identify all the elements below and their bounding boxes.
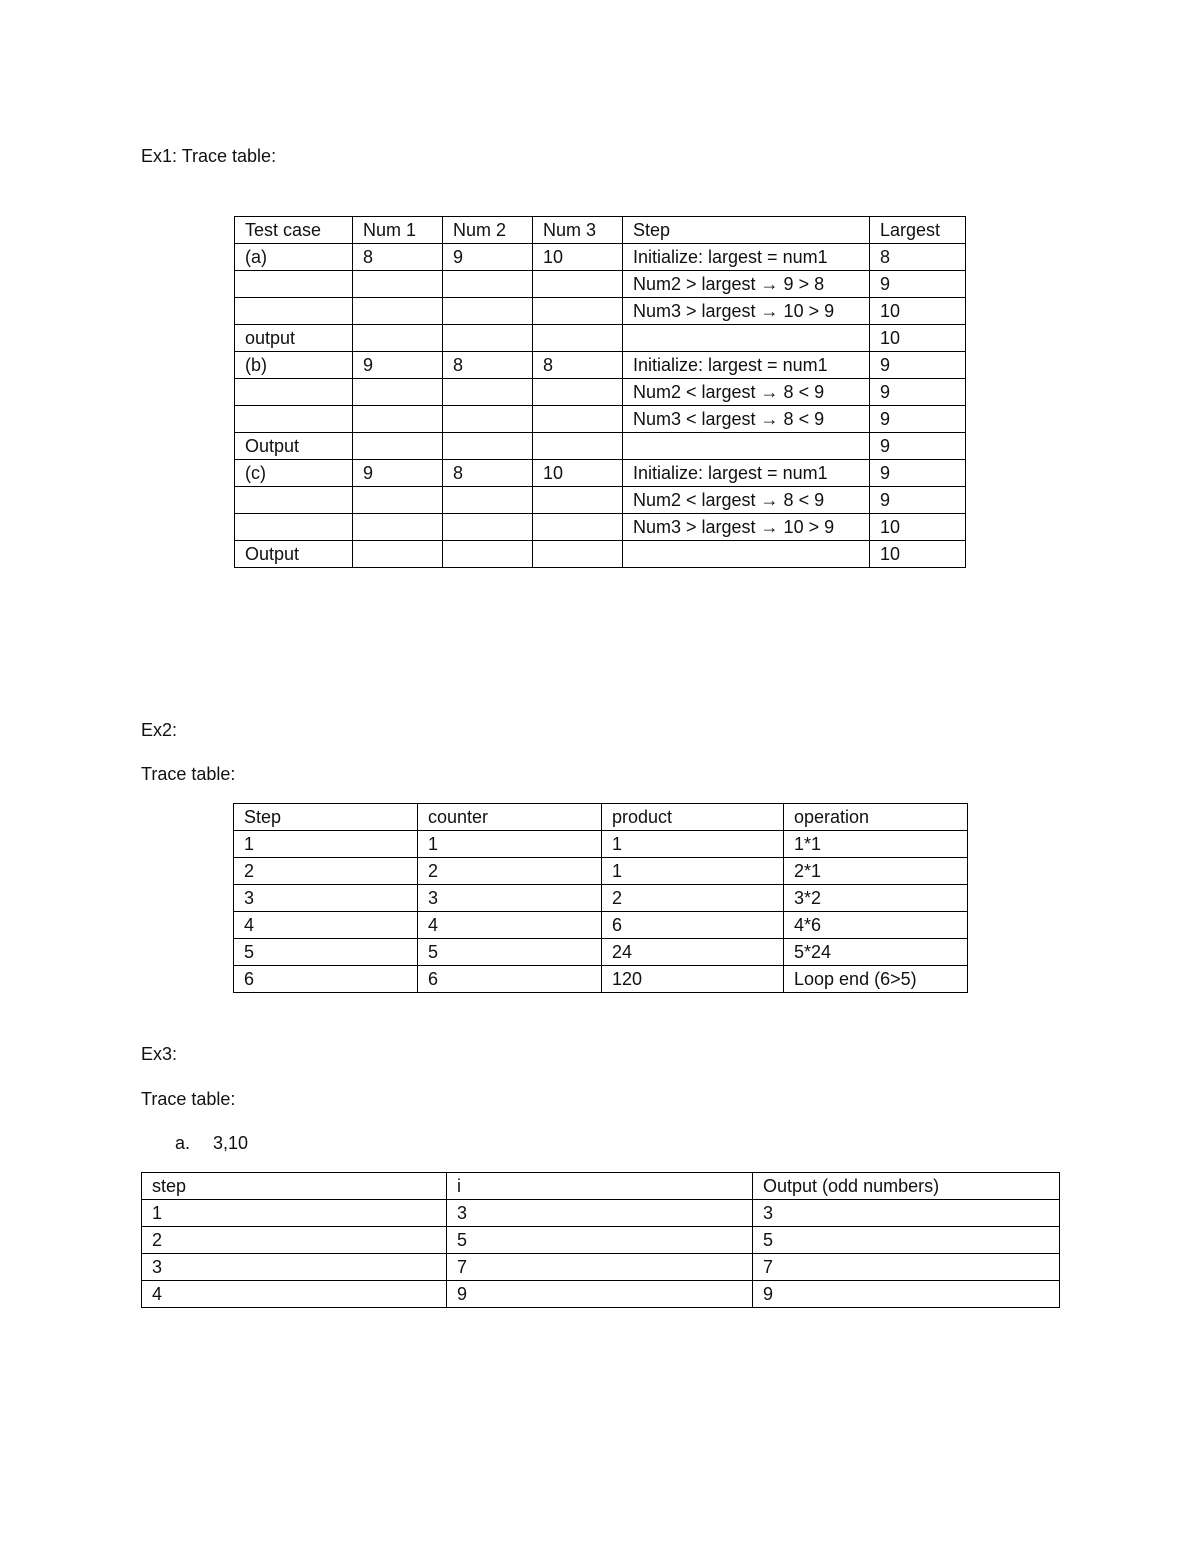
table-cell xyxy=(533,271,623,298)
table-row xyxy=(235,514,966,541)
table-row xyxy=(235,541,966,568)
table-cell: (c) xyxy=(235,460,353,487)
table-cell: 6 xyxy=(418,966,602,993)
ex2-trace-table xyxy=(233,803,968,993)
table-cell: 9 xyxy=(753,1281,1060,1308)
table-cell xyxy=(533,379,623,406)
table-cell: 9 xyxy=(870,406,966,433)
table-cell: 2 xyxy=(234,858,418,885)
table-cell xyxy=(353,298,443,325)
table-cell xyxy=(235,487,353,514)
table-cell: (b) xyxy=(235,352,353,379)
table-cell: 8 xyxy=(443,352,533,379)
table-header-row xyxy=(234,804,968,831)
table-cell: 4*6 xyxy=(784,912,968,939)
table-cell: 9 xyxy=(353,352,443,379)
table-cell xyxy=(235,271,353,298)
table-cell xyxy=(353,379,443,406)
table-cell: 10 xyxy=(870,298,966,325)
table-row xyxy=(235,298,966,325)
table-row xyxy=(235,352,966,379)
table-cell: 4 xyxy=(234,912,418,939)
header-cell: Largest xyxy=(870,217,966,244)
table-cell xyxy=(353,433,443,460)
table-cell: 7 xyxy=(447,1254,753,1281)
table-cell: 5 xyxy=(418,939,602,966)
table-cell xyxy=(235,298,353,325)
table-cell: 3 xyxy=(234,885,418,912)
table-cell: 5*24 xyxy=(784,939,968,966)
ex3-heading: Ex3: xyxy=(141,1044,178,1064)
ex1-trace-table xyxy=(234,216,966,568)
table-row xyxy=(235,325,966,352)
header-cell: Test case xyxy=(235,217,353,244)
table-cell: 9 xyxy=(870,433,966,460)
table-cell: Loop end (6>5) xyxy=(784,966,968,993)
table-cell: 8 xyxy=(443,460,533,487)
table-cell: 1 xyxy=(234,831,418,858)
table-cell xyxy=(623,433,870,460)
header-cell: Num 3 xyxy=(533,217,623,244)
table-cell xyxy=(533,487,623,514)
table-cell: 3*2 xyxy=(784,885,968,912)
header-cell: product xyxy=(602,804,784,831)
table-cell: 5 xyxy=(234,939,418,966)
ex3-trace-table xyxy=(141,1172,1060,1308)
table-row xyxy=(235,433,966,460)
table-cell: 3 xyxy=(753,1200,1060,1227)
table-row xyxy=(235,379,966,406)
ex2-heading: Ex2: xyxy=(141,720,178,740)
table-row xyxy=(234,912,968,939)
table-cell xyxy=(533,541,623,568)
table-cell: 10 xyxy=(870,541,966,568)
table-cell: 8 xyxy=(870,244,966,271)
table-cell: 2 xyxy=(142,1227,447,1254)
table-row xyxy=(142,1281,1060,1308)
table-cell: 6 xyxy=(234,966,418,993)
table-cell xyxy=(443,487,533,514)
header-cell: step xyxy=(142,1173,447,1200)
table-cell: 9 xyxy=(443,244,533,271)
table-cell xyxy=(533,433,623,460)
header-cell: counter xyxy=(418,804,602,831)
table-cell: 3 xyxy=(447,1200,753,1227)
header-cell: operation xyxy=(784,804,968,831)
header-cell: Num 2 xyxy=(443,217,533,244)
ex2-subheading: Trace table: xyxy=(141,764,236,784)
table-row xyxy=(235,406,966,433)
table-cell: Num3 > largest → 10 > 9 xyxy=(623,514,870,541)
table-cell xyxy=(623,325,870,352)
table-cell: 10 xyxy=(870,514,966,541)
table-cell xyxy=(443,379,533,406)
table-cell xyxy=(443,325,533,352)
table-row xyxy=(235,460,966,487)
table-row xyxy=(234,831,968,858)
table-cell: 1 xyxy=(418,831,602,858)
table-header-row xyxy=(235,217,966,244)
ex3-list-item xyxy=(175,1132,248,1154)
table-cell: 5 xyxy=(447,1227,753,1254)
table-cell: 1 xyxy=(142,1200,447,1227)
table-cell: 9 xyxy=(353,460,443,487)
table-cell: 10 xyxy=(870,325,966,352)
table-cell: 9 xyxy=(870,352,966,379)
table-cell: 9 xyxy=(870,379,966,406)
ex1-heading: Ex1: Trace table: xyxy=(141,146,277,166)
table-cell: Output xyxy=(235,541,353,568)
table-cell: Num3 > largest → 10 > 9 xyxy=(623,298,870,325)
header-cell: Output (odd numbers) xyxy=(753,1173,1060,1200)
table-cell: 7 xyxy=(753,1254,1060,1281)
table-cell: (a) xyxy=(235,244,353,271)
table-cell: Num2 < largest → 8 < 9 xyxy=(623,379,870,406)
table-cell: Output xyxy=(235,433,353,460)
table-cell xyxy=(235,514,353,541)
table-cell xyxy=(443,298,533,325)
table-row xyxy=(234,885,968,912)
table-row xyxy=(235,487,966,514)
table-cell: 9 xyxy=(870,487,966,514)
table-cell: Initialize: largest = num1 xyxy=(623,352,870,379)
table-cell: 9 xyxy=(447,1281,753,1308)
table-header-row xyxy=(142,1173,1060,1200)
table-cell: 10 xyxy=(533,460,623,487)
table-cell: Initialize: largest = num1 xyxy=(623,460,870,487)
header-cell: Num 1 xyxy=(353,217,443,244)
table-cell xyxy=(443,433,533,460)
table-cell: 3 xyxy=(418,885,602,912)
table-cell xyxy=(235,406,353,433)
table-cell: 4 xyxy=(142,1281,447,1308)
table-cell: 8 xyxy=(353,244,443,271)
table-cell xyxy=(443,406,533,433)
table-cell: 4 xyxy=(418,912,602,939)
list-marker: a. xyxy=(175,1133,191,1153)
table-cell: 1*1 xyxy=(784,831,968,858)
table-cell: 2*1 xyxy=(784,858,968,885)
table-cell: 9 xyxy=(870,460,966,487)
table-row xyxy=(142,1200,1060,1227)
table-cell xyxy=(443,514,533,541)
table-cell: 2 xyxy=(602,885,784,912)
table-cell: 3 xyxy=(142,1254,447,1281)
table-row xyxy=(234,966,968,993)
table-cell: 10 xyxy=(533,244,623,271)
header-cell: Step xyxy=(234,804,418,831)
table-cell: 120 xyxy=(602,966,784,993)
table-cell: 24 xyxy=(602,939,784,966)
table-cell: 6 xyxy=(602,912,784,939)
table-row xyxy=(142,1254,1060,1281)
table-row xyxy=(235,271,966,298)
table-cell xyxy=(533,298,623,325)
table-cell xyxy=(353,541,443,568)
table-cell: Initialize: largest = num1 xyxy=(623,244,870,271)
table-row xyxy=(235,244,966,271)
table-cell xyxy=(533,514,623,541)
table-cell xyxy=(353,325,443,352)
table-cell: 1 xyxy=(602,858,784,885)
ex3-subheading: Trace table: xyxy=(141,1089,236,1109)
table-cell xyxy=(353,406,443,433)
table-cell: 5 xyxy=(753,1227,1060,1254)
table-cell: output xyxy=(235,325,353,352)
table-cell: 9 xyxy=(870,271,966,298)
table-cell xyxy=(353,514,443,541)
table-cell xyxy=(623,541,870,568)
table-row xyxy=(142,1227,1060,1254)
table-cell xyxy=(443,541,533,568)
table-cell: 2 xyxy=(418,858,602,885)
table-cell: 1 xyxy=(602,831,784,858)
table-cell: Num3 < largest → 8 < 9 xyxy=(623,406,870,433)
header-cell: Step xyxy=(623,217,870,244)
table-cell xyxy=(235,379,353,406)
table-cell: Num2 > largest → 9 > 8 xyxy=(623,271,870,298)
table-cell xyxy=(533,406,623,433)
table-cell xyxy=(353,271,443,298)
table-cell xyxy=(443,271,533,298)
table-row xyxy=(234,939,968,966)
table-cell xyxy=(353,487,443,514)
table-cell: Num2 < largest → 8 < 9 xyxy=(623,487,870,514)
table-cell: 8 xyxy=(533,352,623,379)
list-item-text: 3,10 xyxy=(213,1133,249,1153)
table-cell xyxy=(533,325,623,352)
header-cell: i xyxy=(447,1173,753,1200)
table-row xyxy=(234,858,968,885)
